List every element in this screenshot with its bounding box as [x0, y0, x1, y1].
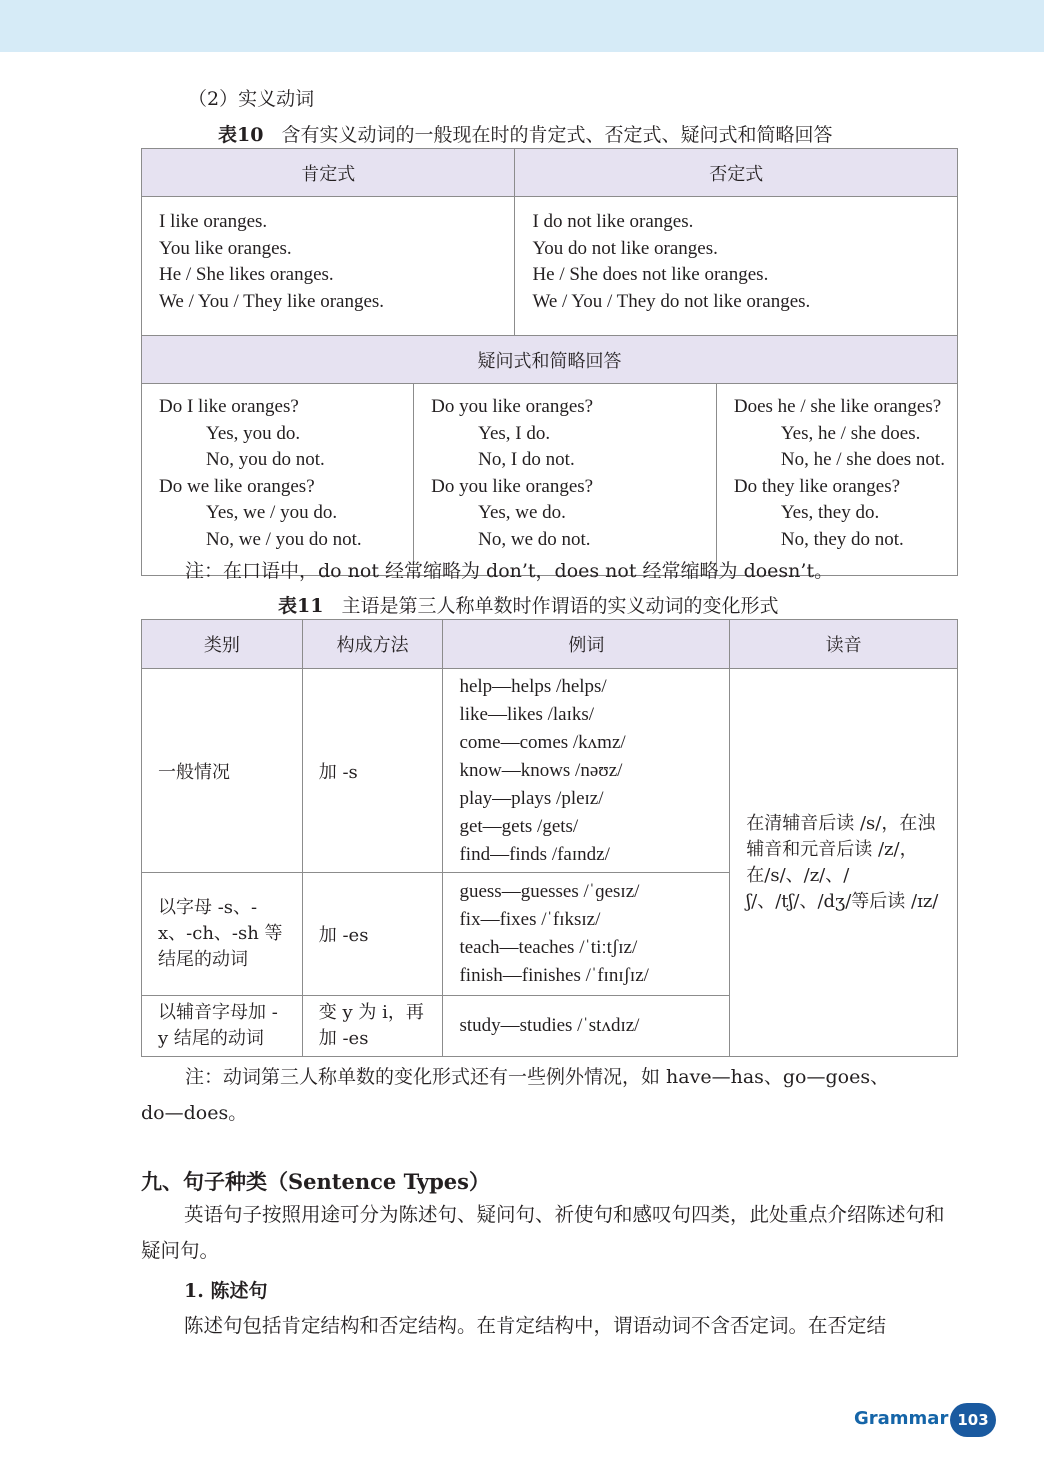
table11-number: 表11: [278, 595, 324, 617]
negative-line: You do not like oranges.: [532, 237, 718, 259]
table11-header-method: 构成方法: [302, 620, 443, 669]
question-line: Does he / she like oranges?: [733, 396, 942, 417]
negative-line: I do not like oranges.: [532, 211, 694, 232]
affirmative-line: You like oranges.: [159, 237, 292, 259]
answer-line: Yes, they do.: [780, 502, 880, 523]
table10-header-affirmative: 肯定式: [142, 149, 515, 197]
example-word: guess—guesses /ˈɡesɪz/: [459, 881, 640, 902]
table10-negative-cell: [515, 197, 958, 336]
answer-line: Yes, he / she does.: [780, 422, 921, 444]
subsection-title: 1. 陈述句: [184, 1280, 268, 1302]
section-title: 九、句子种类（Sentence Types）: [141, 1169, 490, 1194]
table11: [141, 619, 958, 1057]
top-header-band: [0, 0, 1044, 52]
table10-title: 含有实义动词的一般现在时的肯定式、否定式、疑问式和简略回答: [281, 124, 833, 146]
example-word: know—knows /nəʊz/: [459, 759, 623, 781]
category-cell: 一般情况: [142, 669, 303, 873]
method-cell: 加 -es: [302, 873, 443, 996]
answer-line: No, they do not.: [780, 528, 904, 550]
section-paragraph: 英语句子按照用途可分为陈述句、疑问句、祈使句和感叹句四类，此处重点介绍陈述句和疑问句。: [141, 1203, 945, 1262]
example-word: study—studies /ˈstʌdɪz/: [459, 1015, 640, 1036]
table11-header-category: 类别: [142, 620, 303, 669]
examples-cell: [443, 669, 730, 873]
table10-header-questions: 疑问式和简略回答: [142, 336, 958, 384]
table10-affirmative-cell: [142, 197, 515, 336]
question-line: Do they like oranges?: [733, 475, 901, 497]
table10-header-negative: 否定式: [515, 149, 958, 197]
example-word: help—helps /helps/: [459, 675, 607, 697]
method-cell: 变 y 为 i，再加 -es: [302, 996, 443, 1057]
answer-line: No, we / you do not.: [206, 528, 362, 550]
table11-title: 主语是第三人称单数时作谓语的实义动词的变化形式: [341, 595, 779, 617]
answer-line: Yes, I do.: [478, 422, 551, 444]
question-line: Do we like oranges?: [159, 475, 315, 497]
table10-question-cell-1: [142, 384, 414, 576]
note-contractions: 注：在口语中，do not 经常缩略为 don’t，does not 经常缩略为 doesn’t。: [185, 560, 834, 582]
negative-line: We / You / They do not like oranges.: [532, 290, 811, 312]
answer-line: No, we do not.: [478, 528, 591, 550]
table11-caption: [0, 591, 1044, 618]
answer-line: No, I do not.: [478, 449, 575, 470]
examples-cell: [443, 996, 730, 1057]
subheading: （2）实义动词: [188, 88, 315, 110]
note-exceptions: 注：动词第三人称单数的变化形式还有一些例外情况，如 have—has、go—goes、: [185, 1066, 890, 1088]
method-cell: 加 -s: [302, 669, 443, 873]
table10-number: 表10: [218, 124, 264, 146]
example-word: get—gets /gets/: [459, 815, 579, 837]
negative-line: He / She does not like oranges.: [532, 264, 769, 285]
question-line: Do you like oranges?: [431, 475, 594, 497]
answer-line: Yes, we / you do.: [206, 502, 338, 523]
table11-header-pronunciation: 读音: [730, 620, 958, 669]
affirmative-line: We / You / They like oranges.: [159, 290, 385, 312]
affirmative-line: He / She likes oranges.: [159, 264, 334, 285]
example-word: come—comes /kʌmz/: [459, 731, 626, 753]
answer-line: Yes, you do.: [206, 422, 301, 444]
example-word: finish—finishes /ˈfɪnɪʃɪz/: [459, 965, 649, 986]
question-line: Do you like oranges?: [431, 396, 594, 417]
example-word: teach—teaches /ˈtiːtʃɪz/: [459, 937, 638, 958]
answer-line: Yes, we do.: [478, 502, 566, 523]
pronunciation-cell: 在清辅音后读 /s/，在浊辅音和元音后读 /z/，在/s/、/z/、/ʃ/、/tʃ/、/dʒ/等后读 /ɪz/: [730, 669, 958, 1057]
table10-caption: [35, 120, 1044, 147]
affirmative-line: I like oranges.: [159, 211, 268, 232]
table10: [141, 148, 958, 576]
question-line: Do I like oranges?: [159, 396, 299, 417]
category-cell: 以字母 -s、-x、-ch、-sh 等结尾的动词: [142, 873, 303, 996]
example-word: play—plays /pleɪz/: [459, 787, 604, 809]
footer-section-label: Grammar: [854, 1408, 949, 1429]
subsection-paragraph: 陈述句包括肯定结构和否定结构。在肯定结构中，谓语动词不含否定词。在否定结: [184, 1314, 887, 1337]
answer-line: No, he / she does not.: [780, 449, 945, 470]
table10-question-cell-2: [414, 384, 717, 576]
example-word: like—likes /laɪks/: [459, 703, 595, 725]
table11-header-examples: 例词: [443, 620, 730, 669]
category-cell: 以辅音字母加 -y 结尾的动词: [142, 996, 303, 1057]
example-word: fix—fixes /ˈfɪksɪz/: [459, 909, 601, 930]
table10-question-cell-3: [716, 384, 957, 576]
page-number-badge: 103: [950, 1403, 996, 1437]
examples-cell: [443, 873, 730, 996]
answer-line: No, you do not.: [206, 449, 325, 470]
example-word: find—finds /faɪndz/: [459, 843, 610, 865]
note-exceptions-continued: do—does。: [141, 1102, 248, 1124]
